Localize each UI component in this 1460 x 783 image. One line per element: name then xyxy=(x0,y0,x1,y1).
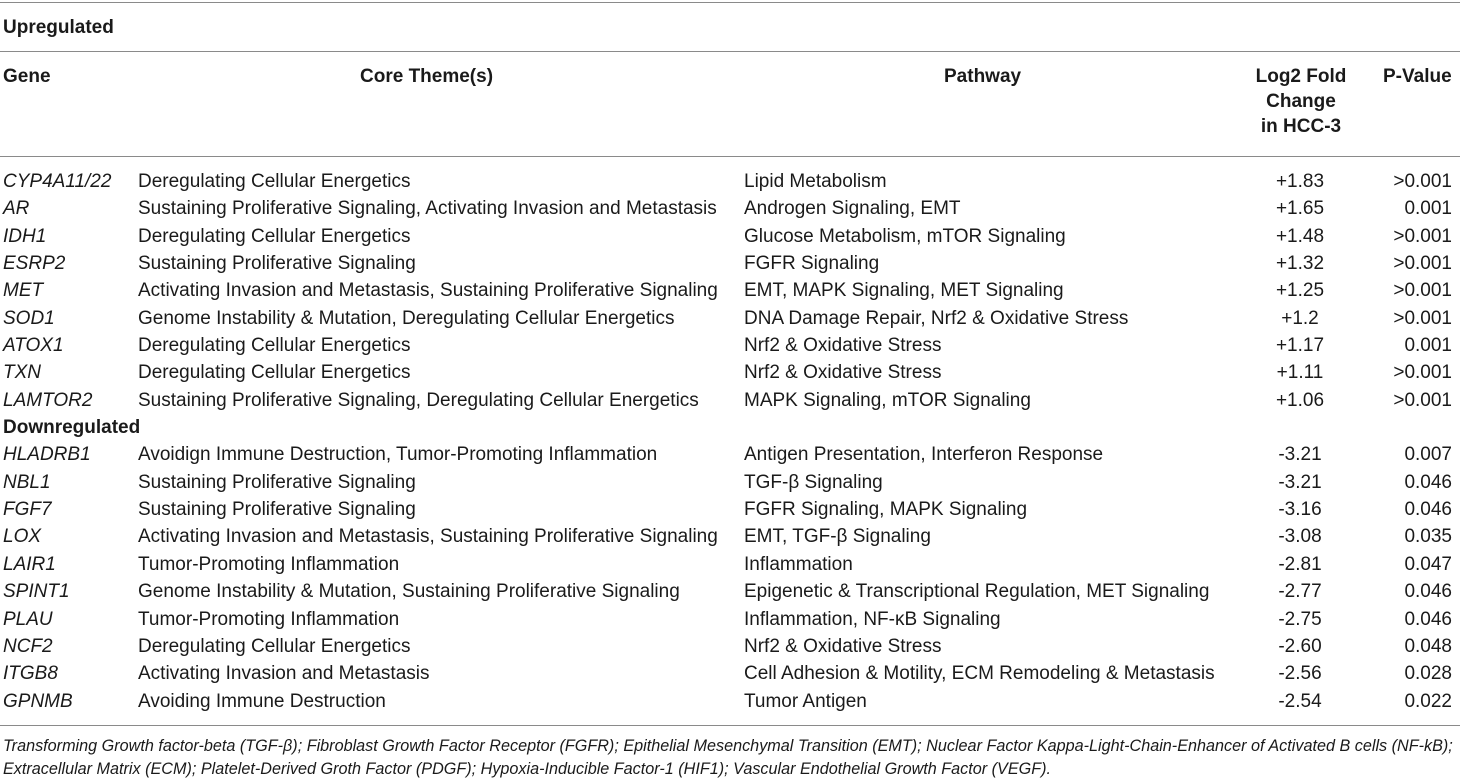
fold-change-cell: +1.06 xyxy=(1275,389,1325,411)
p-value-cell: 0.047 xyxy=(1404,553,1452,575)
gene-cell: LOX xyxy=(3,526,42,548)
header-log2-fold-change xyxy=(1238,64,1364,139)
table-row xyxy=(0,305,1460,332)
p-value-cell: 0.046 xyxy=(1404,608,1452,630)
table-row xyxy=(0,551,1460,578)
core-theme-cell: Tumor-Promoting Inflammation xyxy=(138,553,400,575)
gene-cell: MET xyxy=(3,280,44,302)
fold-change-cell: +1.25 xyxy=(1275,280,1325,302)
table-row xyxy=(0,469,1460,496)
gene-cell: IDH1 xyxy=(3,225,47,247)
p-value-cell: >0.001 xyxy=(1393,253,1452,275)
fold-change-cell: +1.32 xyxy=(1275,253,1325,275)
core-theme-cell: Sustaining Proliferative Signaling, Activating Invasion and Metastasis xyxy=(138,198,717,220)
header-core-themes: Core Theme(s) xyxy=(360,66,494,87)
gene-cell: AR xyxy=(3,198,30,220)
gene-cell: ESRP2 xyxy=(3,253,66,275)
fold-change-cell: +1.11 xyxy=(1276,362,1324,384)
fold-change-cell: -2.77 xyxy=(1278,581,1322,603)
header-fold-line-3: in HCC-3 xyxy=(1260,116,1342,137)
p-value-cell: 0.046 xyxy=(1404,499,1452,521)
section-downregulated-title: Downregulated xyxy=(3,417,141,439)
gene-cell: NCF2 xyxy=(3,635,53,657)
p-value-cell: 0.046 xyxy=(1404,581,1452,603)
pathway-cell: Lipid Metabolism xyxy=(744,171,887,192)
gene-cell: ATOX1 xyxy=(3,335,64,357)
pathway-cell: EMT, MAPK Signaling, MET Signaling xyxy=(744,280,1064,302)
fold-change-cell: -2.81 xyxy=(1278,553,1322,575)
pathway-cell: Inflammation, NF-κB Signaling xyxy=(744,608,1001,630)
table-row xyxy=(0,387,1460,414)
fold-change-cell: -2.54 xyxy=(1278,690,1322,712)
p-value-cell: 0.022 xyxy=(1404,690,1452,712)
table-row xyxy=(0,660,1460,687)
gene-cell: LAMTOR2 xyxy=(3,389,93,411)
table-row xyxy=(0,633,1460,660)
header-gene: Gene xyxy=(3,66,51,87)
table-body xyxy=(0,168,1460,715)
table-row xyxy=(0,223,1460,250)
fold-change-cell: +1.65 xyxy=(1275,198,1325,220)
core-theme-cell: Activating Invasion and Metastasis, Sustaining Proliferative Signaling xyxy=(138,280,718,302)
header-pathway: Pathway xyxy=(944,66,1022,87)
table-row xyxy=(0,195,1460,222)
p-value-cell: 0.046 xyxy=(1404,471,1452,493)
table-row xyxy=(0,578,1460,605)
table-row xyxy=(0,332,1460,359)
pathway-cell: Nrf2 & Oxidative Stress xyxy=(744,635,942,657)
section-row xyxy=(0,414,1460,441)
pathway-cell: Cell Adhesion & Motility, ECM Remodeling & Metastasis xyxy=(744,663,1215,685)
table-bottom-rule xyxy=(0,725,1460,726)
core-theme-cell: Genome Instability & Mutation, Sustaining Proliferative Signaling xyxy=(138,581,680,603)
gene-cell: NBL1 xyxy=(3,471,51,493)
p-value-cell: >0.001 xyxy=(1393,225,1452,247)
core-theme-cell: Sustaining Proliferative Signaling xyxy=(138,499,416,521)
table-row xyxy=(0,496,1460,523)
table-row xyxy=(0,277,1460,304)
fold-change-cell: +1.83 xyxy=(1275,171,1325,192)
fold-change-cell: -3.16 xyxy=(1278,499,1322,521)
pathway-cell: FGFR Signaling xyxy=(744,253,880,275)
p-value-cell: 0.007 xyxy=(1404,444,1452,466)
fold-change-cell: -2.60 xyxy=(1278,635,1322,657)
p-value-cell: 0.035 xyxy=(1404,526,1452,548)
core-theme-cell: Deregulating Cellular Energetics xyxy=(138,225,411,247)
gene-cell: LAIR1 xyxy=(3,553,56,575)
core-theme-cell: Genome Instability & Mutation, Deregulating Cellular Energetics xyxy=(138,307,675,329)
p-value-cell: 0.001 xyxy=(1404,335,1452,357)
table-row xyxy=(0,250,1460,277)
table-footnote: Transforming Growth factor-beta (TGF-β); Fibroblast Growth Factor Receptor (FGFR); Epithelial Mesenchymal Transition (EMT); Nuclear Factor Kappa-Light-Chain-Enhancer of Activated B cells (NF-kB); Extracellular Matrix (ECM); Platelet-Derived Groth Factor (PDGF); Hypoxia-Inducible Factor-1 (HIF1); Vascular Endothelial Growth Factor (VEGF). xyxy=(3,737,1453,778)
core-theme-cell: Deregulating Cellular Energetics xyxy=(138,335,411,357)
core-theme-cell: Avoidign Immune Destruction, Tumor-Promoting Inflammation xyxy=(138,444,658,466)
p-value-cell: 0.028 xyxy=(1404,663,1452,685)
pathway-cell: Epigenetic & Transcriptional Regulation, MET Signaling xyxy=(744,581,1210,603)
core-theme-cell: Activating Invasion and Metastasis xyxy=(138,663,430,685)
fold-change-cell: +1.2 xyxy=(1281,307,1319,329)
core-theme-cell: Avoiding Immune Destruction xyxy=(138,690,386,712)
table-row xyxy=(0,168,1460,195)
p-value-cell: >0.001 xyxy=(1393,171,1452,192)
fold-change-cell: +1.17 xyxy=(1275,335,1325,357)
header-fold-line-1: Log2 Fold xyxy=(1255,66,1347,87)
gene-cell: HLADRB1 xyxy=(3,444,91,466)
pathway-cell: Glucose Metabolism, mTOR Signaling xyxy=(744,225,1066,247)
gene-cell: FGF7 xyxy=(3,499,52,521)
pathway-cell: FGFR Signaling, MAPK Signaling xyxy=(744,499,1028,521)
pathway-cell: Nrf2 & Oxidative Stress xyxy=(744,362,942,384)
pathway-cell: MAPK Signaling, mTOR Signaling xyxy=(744,389,1031,411)
pathway-cell: DNA Damage Repair, Nrf2 & Oxidative Stress xyxy=(744,307,1129,329)
p-value-cell: >0.001 xyxy=(1393,280,1452,302)
pathway-cell: TGF-β Signaling xyxy=(744,471,883,493)
fold-change-cell: -2.75 xyxy=(1278,608,1322,630)
fold-change-cell: -2.56 xyxy=(1278,663,1322,685)
pathway-cell: Androgen Signaling, EMT xyxy=(744,198,961,220)
gene-cell: ITGB8 xyxy=(3,663,58,685)
table-row xyxy=(0,688,1460,715)
core-theme-cell: Deregulating Cellular Energetics xyxy=(138,171,411,192)
table-row xyxy=(0,441,1460,468)
gene-cell: PLAU xyxy=(3,608,53,630)
core-theme-cell: Sustaining Proliferative Signaling xyxy=(138,471,416,493)
header-p-value: P-Value xyxy=(1383,66,1452,87)
gene-cell: GPNMB xyxy=(3,690,73,712)
p-value-cell: 0.001 xyxy=(1404,198,1452,220)
table-row xyxy=(0,359,1460,386)
p-value-cell: >0.001 xyxy=(1393,389,1452,411)
core-theme-cell: Activating Invasion and Metastasis, Sustaining Proliferative Signaling xyxy=(138,526,718,548)
fold-change-cell: -3.21 xyxy=(1278,471,1322,493)
fold-change-cell: -3.21 xyxy=(1278,444,1322,466)
gene-cell: SPINT1 xyxy=(3,581,70,603)
pathway-cell: Tumor Antigen xyxy=(744,690,867,712)
table-top-rule xyxy=(0,2,1460,3)
p-value-cell: >0.001 xyxy=(1393,307,1452,329)
fold-change-cell: +1.48 xyxy=(1275,225,1325,247)
pathway-cell: Antigen Presentation, Interferon Response xyxy=(744,444,1104,466)
p-value-cell: 0.048 xyxy=(1404,635,1452,657)
gene-cell: CYP4A11/22 xyxy=(3,171,112,192)
core-theme-cell: Deregulating Cellular Energetics xyxy=(138,362,411,384)
core-theme-cell: Tumor-Promoting Inflammation xyxy=(138,608,400,630)
table-row xyxy=(0,606,1460,633)
core-theme-cell: Sustaining Proliferative Signaling xyxy=(138,253,416,275)
header-top-rule xyxy=(0,51,1460,52)
p-value-cell: >0.001 xyxy=(1393,362,1452,384)
section-upregulated-title: Upregulated xyxy=(3,17,114,38)
table-row xyxy=(0,523,1460,550)
fold-change-cell: -3.08 xyxy=(1278,526,1322,548)
pathway-cell: Nrf2 & Oxidative Stress xyxy=(744,335,942,357)
header-bottom-rule xyxy=(0,156,1460,157)
header-fold-line-2: Change xyxy=(1266,91,1336,112)
gene-cell: SOD1 xyxy=(3,307,55,329)
pathway-cell: Inflammation xyxy=(744,553,853,575)
pathway-cell: EMT, TGF-β Signaling xyxy=(744,526,931,548)
core-theme-cell: Sustaining Proliferative Signaling, Deregulating Cellular Energetics xyxy=(138,389,699,411)
gene-cell: TXN xyxy=(3,362,41,384)
core-theme-cell: Deregulating Cellular Energetics xyxy=(138,635,411,657)
